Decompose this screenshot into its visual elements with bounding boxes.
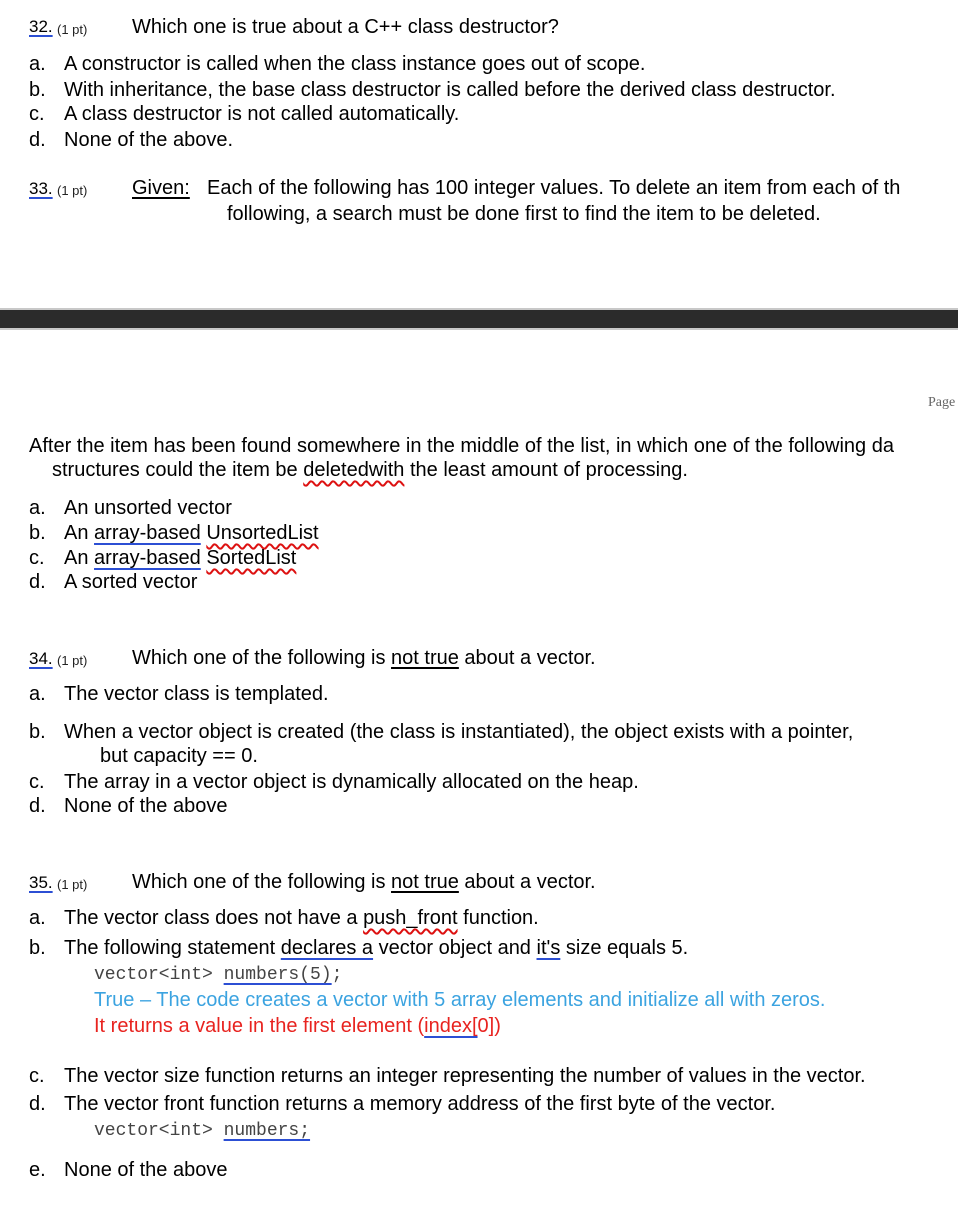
q33-option-c-u2: SortedList: [206, 547, 297, 569]
q32-option-b: With inheritance, the base class destructor is called before the derived class destructor.: [64, 79, 836, 101]
q35-red-post: 0]): [477, 1015, 501, 1037]
q35-b-u1: declares a: [280, 937, 374, 959]
q35-d-code-u: numbers;: [223, 1121, 311, 1141]
q33-option-c-letter: c.: [29, 547, 45, 569]
q34-option-a: The vector class is templated.: [64, 683, 329, 705]
q33-cont-line1: After the item has been found somewhere in the middle of the list, in which one of the following da: [29, 435, 894, 457]
q35-d-code-pre: vector<int>: [94, 1121, 224, 1141]
q35-points: (1 pt): [57, 877, 88, 892]
q33-option-b-letter: b.: [29, 522, 46, 544]
q32-option-a: A constructor is called when the class instance goes out of scope.: [64, 53, 646, 75]
page-break: [0, 310, 958, 328]
q35-d-code: [94, 1121, 310, 1141]
q35-a-func: push_front: [363, 907, 458, 929]
q33-misspelled-word: deletedwith: [303, 459, 405, 481]
q35-option-b-letter: b.: [29, 937, 46, 959]
q35-option-e-letter: e.: [29, 1159, 46, 1181]
q35-b-pre: The following statement: [64, 937, 281, 959]
q34-option-d: None of the above: [64, 795, 228, 817]
q33-line1: Each of the following has 100 integer values. To delete an item from each of th: [207, 177, 901, 199]
q33-option-c-pre: An: [64, 547, 95, 569]
q32-option-a-letter: a.: [29, 53, 46, 75]
q34-q-emphasis: not true: [391, 647, 459, 669]
q35-b-code-post: ;: [331, 965, 343, 985]
q35-red-pre: It returns a value in the first element (: [94, 1015, 425, 1037]
q35-option-e: None of the above: [64, 1159, 228, 1181]
q35-question: [132, 871, 596, 894]
q32-option-b-letter: b.: [29, 79, 46, 101]
q33-option-c: [64, 547, 296, 570]
q34-option-c-letter: c.: [29, 771, 45, 793]
q32-points: (1 pt): [57, 22, 88, 37]
q34-q-post: about a vector.: [458, 647, 596, 669]
q32-option-d: None of the above.: [64, 129, 234, 151]
q32-option-d-letter: d.: [29, 129, 46, 151]
q32-number: 32.: [29, 17, 53, 36]
q35-b-u2: it's: [536, 937, 561, 959]
q35-option-d: The vector front function returns a memory address of the first byte of the vector.: [64, 1093, 776, 1115]
q34-option-b: When a vector object is created (the class is instantiated), the object exists with a pointer,: [64, 721, 854, 743]
q35-b-post: size equals 5.: [560, 937, 689, 959]
q35-q-emphasis: not true: [391, 871, 459, 893]
q33-number: 33.: [29, 179, 53, 198]
page-break-border-bottom: [0, 328, 958, 330]
q33-cont-text-end: the least amount of processing.: [404, 459, 688, 481]
q34-question: [132, 647, 596, 670]
q33-option-b: [64, 522, 319, 545]
q35-option-a-letter: a.: [29, 907, 46, 929]
q35-option-c-letter: c.: [29, 1065, 45, 1087]
q35-a-post: function.: [457, 907, 539, 929]
q35-b-mid: vector object and: [373, 937, 537, 959]
q35-option-c: The vector size function returns an integer representing the number of values in the vector.: [64, 1065, 866, 1087]
q35-q-pre: Which one of the following is: [132, 871, 392, 893]
q34-option-b-line2: but capacity == 0.: [100, 745, 258, 767]
q33-given-label: Given:: [132, 177, 190, 199]
q35-option-a: [64, 907, 539, 930]
q35-b-answer-note-red: [94, 1015, 501, 1038]
q32-question: Which one is true about a C++ class destructor?: [132, 16, 559, 38]
q33-option-a-letter: a.: [29, 497, 46, 519]
q35-b-code-u: numbers(5): [223, 965, 332, 985]
q35-b-code-pre: vector<int>: [94, 965, 224, 985]
q35-number: 35.: [29, 873, 53, 892]
page-label: Page: [928, 395, 956, 410]
q34-number: 34.: [29, 649, 53, 668]
q33-option-a: An unsorted vector: [64, 497, 232, 519]
q32-option-c: A class destructor is not called automatically.: [64, 103, 460, 125]
q32-option-c-letter: c.: [29, 103, 45, 125]
q33-points: (1 pt): [57, 183, 88, 198]
q35-q-post: about a vector.: [458, 871, 596, 893]
q35-red-u: index[: [424, 1015, 478, 1037]
q33-option-d-letter: d.: [29, 571, 46, 593]
q34-q-pre: Which one of the following is: [132, 647, 392, 669]
q35-option-b: [64, 937, 688, 960]
q33-cont-text: structures could the item be: [52, 459, 304, 481]
q33-cont-line2: [52, 459, 688, 482]
q33-option-b-u1: array-based: [94, 522, 201, 544]
q33-option-b-u2: UnsortedList: [206, 522, 319, 544]
q33-option-d: A sorted vector: [64, 571, 198, 593]
q33-option-b-pre: An: [64, 522, 95, 544]
q34-option-a-letter: a.: [29, 683, 46, 705]
q35-b-answer-note: True – The code creates a vector with 5 array elements and initialize all with zeros.: [94, 989, 826, 1011]
q35-b-code: [94, 965, 342, 985]
q33-line2: following, a search must be done first to find the item to be deleted.: [227, 203, 821, 225]
q33-option-c-u1: array-based: [94, 547, 201, 569]
q34-points: (1 pt): [57, 653, 88, 668]
q35-a-pre: The vector class does not have a: [64, 907, 364, 929]
q35-option-d-letter: d.: [29, 1093, 46, 1115]
q34-option-d-letter: d.: [29, 795, 46, 817]
q34-option-b-letter: b.: [29, 721, 46, 743]
q34-option-c: The array in a vector object is dynamically allocated on the heap.: [64, 771, 639, 793]
